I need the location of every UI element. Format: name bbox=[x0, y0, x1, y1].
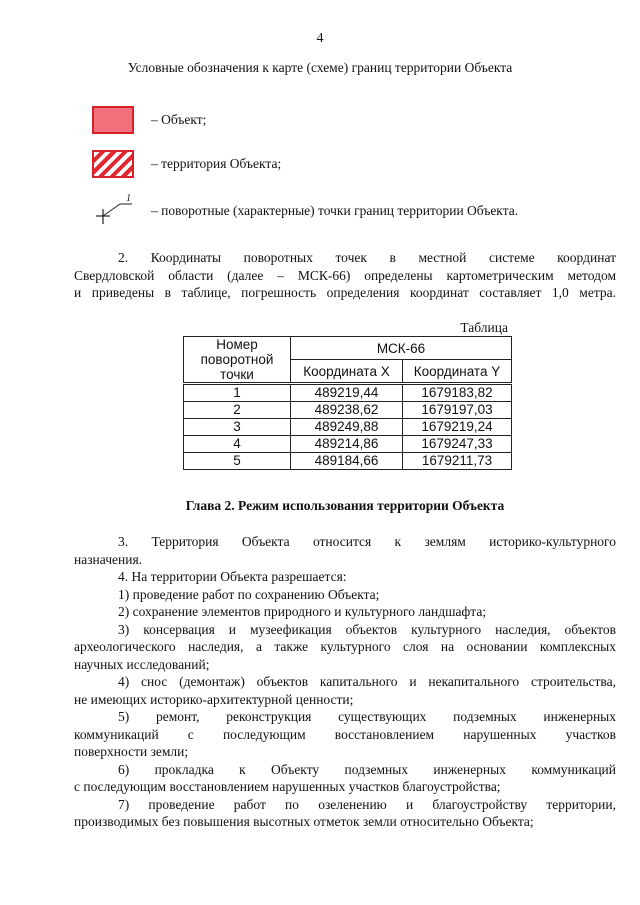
coord-x: 489214,86 bbox=[291, 436, 403, 453]
header-y: Координата Y bbox=[403, 360, 512, 384]
header-x: Координата X bbox=[291, 360, 403, 384]
item-7-line-1: 7) проведение работ по озеленению и благоустройству территории, bbox=[118, 796, 616, 812]
table-row bbox=[184, 419, 512, 436]
coord-y: 1679247,33 bbox=[403, 436, 512, 453]
legend-label-territory: – территория Объекта; bbox=[151, 156, 282, 171]
coord-y: 1679211,73 bbox=[403, 453, 512, 470]
coord-y: 1679183,82 bbox=[403, 384, 512, 402]
p2-line-2: Свердловской области (далее – МСК-66) определены картометрическим методом bbox=[74, 267, 616, 283]
coord-y: 1679197,03 bbox=[403, 402, 512, 419]
item-2: 2) сохранение элементов природного и культурного ландшафта; bbox=[118, 604, 487, 619]
point-number: 4 bbox=[184, 436, 291, 453]
coord-x: 489184,66 bbox=[291, 453, 403, 470]
coord-y: 1679219,24 bbox=[403, 419, 512, 436]
body-text bbox=[74, 533, 616, 831]
item-7-line-2: производимых без повышения высотных отметок земли относительно Объекта; bbox=[74, 814, 534, 829]
p3-line-1: 3. Территория Объекта относится к землям историко-культурного bbox=[118, 534, 616, 549]
item-5-line-3: поверхности земли; bbox=[74, 744, 189, 759]
item-5-line-2: коммуникаций с последующим восстановлением нарушенных участков bbox=[74, 726, 616, 742]
chapter-title: Глава 2. Режим использования территории Объекта bbox=[185, 498, 505, 513]
coordinates-table bbox=[183, 336, 512, 470]
item-5-line-1: 5) ремонт, реконструкция существующих подземных инженерных bbox=[118, 709, 616, 724]
point-number: 5 bbox=[184, 453, 291, 470]
legend-title: Условные обозначения к карте (схеме) границ территории Объекта bbox=[127, 60, 513, 75]
marker-number: 1 bbox=[126, 194, 131, 204]
item-1: 1) проведение работ по сохранению Объекта; bbox=[118, 586, 380, 602]
legend-label-object: – Объект; bbox=[151, 112, 207, 127]
table-row bbox=[184, 453, 512, 470]
coord-x: 489249,88 bbox=[291, 419, 403, 436]
header-point-number: Номер поворотной точки bbox=[184, 337, 291, 384]
table-row bbox=[184, 436, 512, 453]
page-number: 4 bbox=[316, 31, 324, 46]
p4: 4. На территории Объекта разрешается: bbox=[118, 569, 347, 584]
p3-line-2: назначения. bbox=[74, 551, 143, 567]
header-msk66: МСК-66 bbox=[291, 337, 512, 360]
table-row bbox=[184, 402, 512, 419]
legend-item-object bbox=[92, 103, 207, 137]
item-6-line-1: 6) прокладка к Объекту подземных инженерных коммуникаций bbox=[118, 761, 616, 777]
item-6-line-2: с последующим восстановлением нарушенных участков благоустройства; bbox=[74, 779, 501, 794]
p2-line-1: 2. Координаты поворотных точек в местной системе координат bbox=[118, 250, 616, 265]
turning-point-marker-icon bbox=[92, 194, 136, 228]
territory-hatch-swatch bbox=[92, 150, 134, 178]
point-number: 3 bbox=[184, 419, 291, 436]
legend-item-turning-points bbox=[92, 194, 519, 228]
object-fill-swatch bbox=[92, 106, 134, 134]
item-3-line-3: научных исследований; bbox=[74, 656, 210, 672]
item-3-line-1: 3) консервация и музеефикация объектов культурного наследия, объектов bbox=[118, 621, 616, 637]
item-3-line-2: археологического наследия, а также культурного слоя на основании комплексных bbox=[74, 639, 616, 654]
point-number: 2 bbox=[184, 402, 291, 419]
legend-label-turning-points: – поворотные (характерные) точки границ территории Объекта. bbox=[151, 203, 519, 218]
table-row bbox=[184, 384, 512, 402]
item-4-line-2: не имеющих историко-архитектурной ценности; bbox=[74, 691, 354, 707]
coord-x: 489238,62 bbox=[291, 402, 403, 419]
table-caption: Таблица bbox=[460, 320, 508, 335]
coord-x: 489219,44 bbox=[291, 384, 403, 402]
p2-line-3: и приведены в таблице, погрешность определения координат составляет 1,0 метра. bbox=[74, 285, 616, 300]
point-number: 1 bbox=[184, 384, 291, 402]
item-4-line-1: 4) снос (демонтаж) объектов капитального и некапитального строительства, bbox=[118, 674, 616, 689]
legend-item-territory bbox=[92, 147, 282, 181]
paragraph-2 bbox=[74, 249, 616, 302]
